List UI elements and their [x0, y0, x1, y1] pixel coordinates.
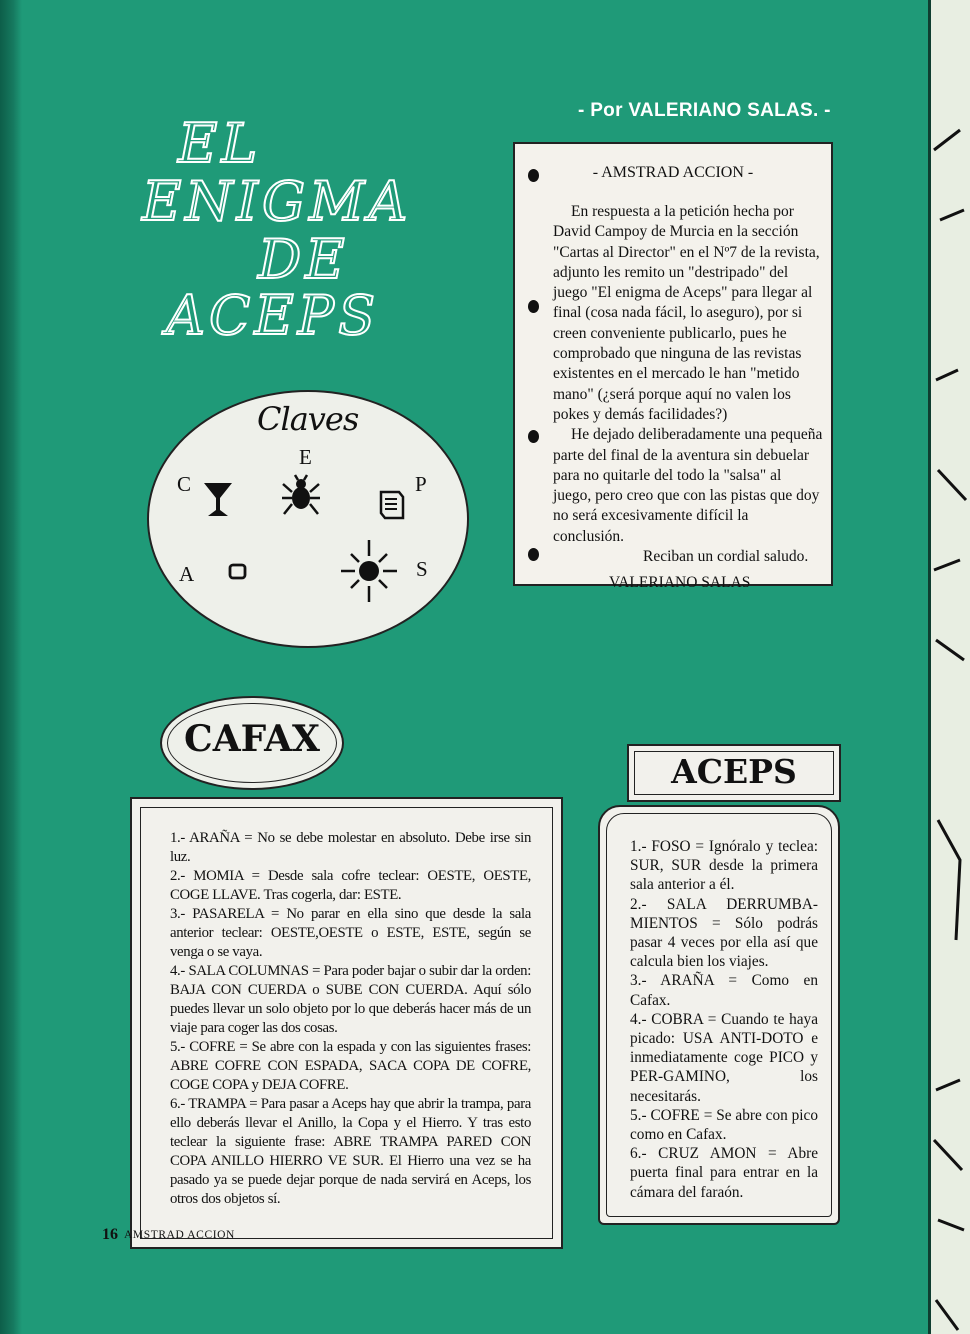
page-binding-shadow	[0, 0, 22, 1334]
cafax-item: 6.- TRAMPA = Para pasar a Aceps hay que abrir la trampa, para ello deberás llevar el Anillo, la Copa y el Hierro. Y tras esto teclear la siguiente frase: ABRE TRAMPA PARED CON COPA ANILLO HIERRO VE SUR. El Hierro una vez se ha pasado ya se puede dejar porque de nada servirá en Aceps, los otros dos objetos sí.	[170, 1096, 531, 1207]
letter-box	[513, 142, 833, 592]
aceps-item: 5.- COFRE = Se abre con pico como en Cafax.	[630, 1106, 818, 1144]
letter-closing: Reciban un cordial saludo.	[643, 548, 809, 566]
cafax-item: 4.- SALA COLUMNAS = Para poder bajar o subir dar la orden: BAJA CON CUERDA o SUBE CON CUERDA. Aquí sólo puedes llevar un solo objeto por lo que deberás hacer más de un viaje para coger las dos cosas.	[170, 963, 531, 1036]
letter-body	[553, 202, 823, 594]
handwriting-scribble	[930, 0, 970, 1334]
aceps-list	[630, 837, 818, 1202]
cafax-item: 2.- MOMIA = Desde sala cofre teclear: OESTE, OESTE, COGE LLAVE. Tras cogerla, dar: ESTE.	[170, 868, 531, 903]
aceps-title: ACEPS	[671, 752, 797, 791]
aceps-box	[598, 805, 840, 1225]
claves-title: Claves	[257, 400, 359, 438]
title-line-3: DE	[258, 228, 349, 291]
cafax-item: 3.- PASARELA = No parar en ella sino que desde la sala anterior teclear: OESTE,OESTE o ESTE, ESTE, según se venga o se vaya.	[170, 906, 531, 960]
key-letter-s: S	[416, 557, 428, 581]
cafax-box	[130, 797, 563, 1249]
cafax-item: 1.- ARAÑA = No se debe molestar en absoluto. Debe irse sin luz.	[170, 830, 531, 865]
cafax-title: CAFAX	[184, 718, 320, 760]
cafax-title-oval	[160, 696, 344, 790]
claves-legend	[147, 390, 469, 648]
key-letter-c: C	[177, 472, 192, 496]
cup-icon	[201, 480, 235, 520]
binder-hole	[528, 300, 539, 313]
key-letter-a: A	[179, 562, 195, 586]
key-letter-e: E	[299, 445, 312, 469]
ring-icon	[227, 562, 249, 582]
cafax-item: 5.- COFRE = Se abre con la espada y con las siguientes frases: ABRE COFRE CON ESPADA, SACA COPA DE COFRE, COGE COPA y DEJA COFRE.	[170, 1039, 531, 1093]
letter-paragraph-1: En respuesta a la petición hecha por David Campoy de Murcia en la sección "Cartas al Director" en el Nº7 de la revista, adjunto les remito un "destripado" del juego "El enigma de Aceps" para llegar al final (cosa nada fácil, lo aseguro), por si creen conveniente publicarlo, pues he comprobado que ninguna de las revistas existentes en el mercado le han "metido mano" (¿será porque aquí no valen los pokes y demás facilidades?)	[553, 203, 820, 423]
cafax-list	[170, 829, 531, 1209]
binder-hole	[528, 430, 539, 443]
page-number: 16	[102, 1226, 118, 1243]
author-byline: - Por VALERIANO SALAS. -	[578, 100, 831, 121]
sun-icon	[337, 536, 401, 606]
aceps-title-box	[627, 744, 841, 802]
letter-heading: - AMSTRAD ACCION -	[592, 164, 754, 181]
key-letter-p: P	[415, 472, 427, 496]
letter-signature: VALERIANO SALAS	[609, 574, 751, 592]
aceps-item: 2.- SALA DERRUMBA-MIENTOS = Sólo podrás pasar 4 veces por ella así que calcula bien los viajes.	[630, 895, 818, 971]
aceps-item: 6.- CRUZ AMON = Abre puerta final para entrar en la cámara del faraón.	[630, 1145, 818, 1201]
aceps-item: 4.- COBRA = Cuando te haya picado: USA ANTI-DOTO e inmediatamente coge PICO y PER-GAMINO, los necesitarás.	[630, 1010, 818, 1105]
spider-icon	[281, 474, 321, 518]
letter-paragraph-2: He dejado deliberadamente una pequeña parte del final de la aventura sin debuelar para no quitarle del todo la "salsa" al juego, pero creo que con las pistas que doy no será excesivamente difícil la conclusión.	[553, 426, 823, 545]
title-line-2: ENIGMA	[142, 170, 412, 233]
magazine-name: AMSTRAD ACCION	[124, 1229, 235, 1241]
aceps-item: 3.- ARAÑA = Como en Cafax.	[630, 972, 818, 1009]
title-line-4: ACEPS	[166, 284, 380, 347]
binder-hole	[528, 548, 539, 561]
aceps-item: 1.- FOSO = Ignóralo y teclea: SUR, SUR desde la primera sala anterior a él.	[630, 838, 818, 894]
title-line-1: EL	[178, 112, 262, 175]
scroll-icon	[375, 488, 409, 522]
